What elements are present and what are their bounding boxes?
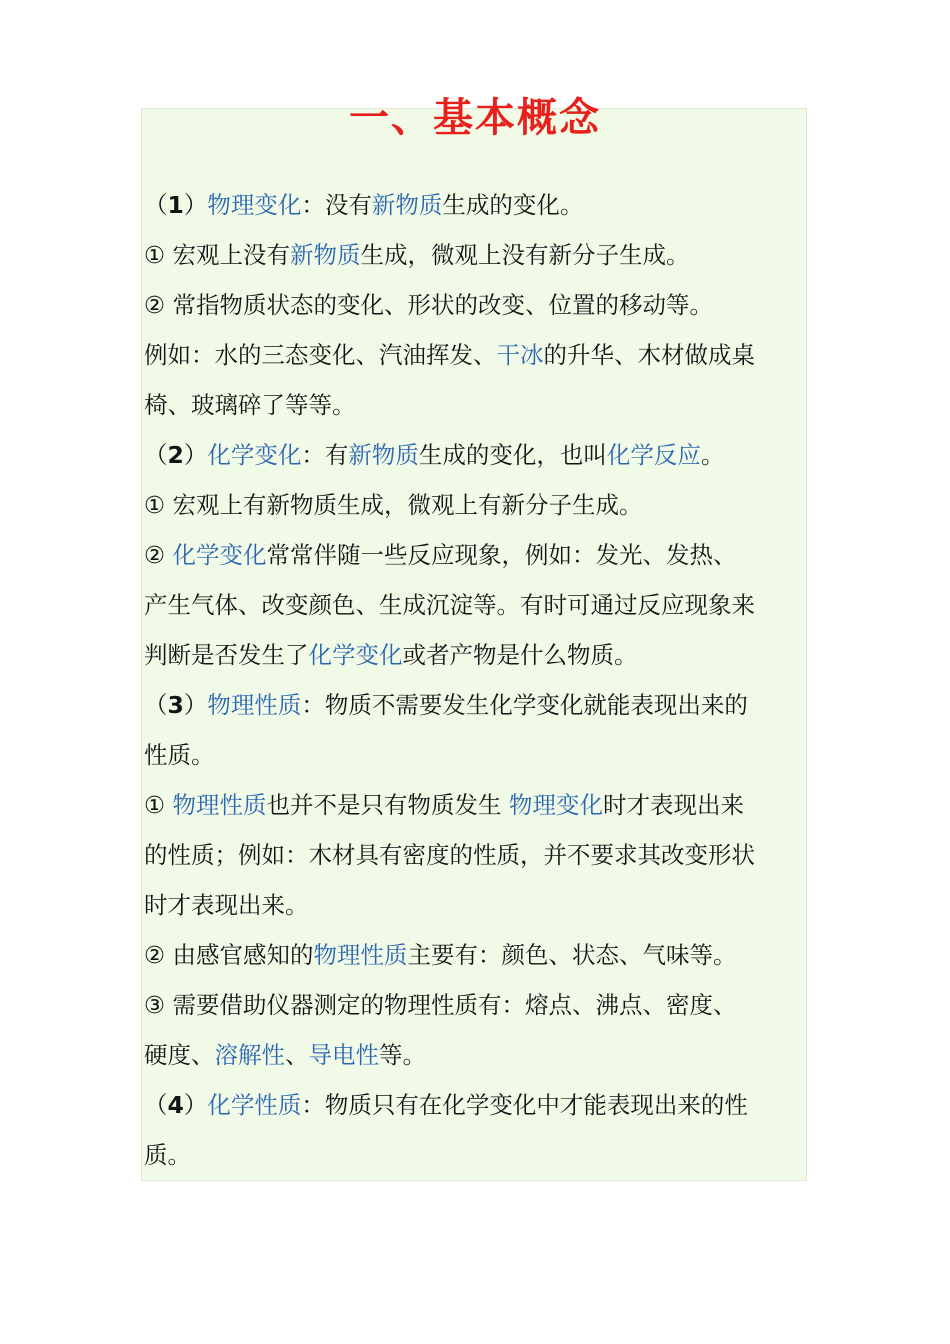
text-segment: ② — [144, 541, 173, 569]
text-segment: 主要有：颜色、状态、气味等。 — [407, 941, 737, 969]
text-segment: ） — [183, 441, 208, 469]
text-segment: （ — [144, 691, 168, 719]
text-segment: 例如：水的三态变化、汽油挥发、 — [144, 341, 497, 369]
text-segment: 椅、玻璃碎了等等。 — [144, 391, 356, 419]
text-segment: ） — [183, 191, 208, 219]
text-line — [144, 1030, 808, 1080]
text-segment: ① — [144, 791, 173, 819]
text-line — [144, 280, 808, 330]
text-segment: 时才表现出来 — [603, 791, 745, 819]
text-segment: 的性质；例如：木材具有密度的性质，并不要求其改变形状 — [144, 841, 755, 869]
text-segment: ） — [183, 691, 208, 719]
text-segment: 性质。 — [144, 741, 215, 769]
highlighted-term: 物理性质 — [207, 691, 302, 719]
text-line — [144, 230, 808, 280]
highlighted-term: 化学变化 — [172, 541, 267, 569]
text-segment: ：物质不需要发生化学变化就能表现出来的 — [301, 691, 748, 719]
text-line — [144, 630, 808, 680]
text-segment: ② 由感官感知的 — [144, 941, 314, 969]
text-segment: 生成的变化，也叫 — [418, 441, 607, 469]
highlighted-term: 化学变化 — [308, 641, 403, 669]
text-segment: 等。 — [379, 1041, 426, 1069]
text-line — [144, 180, 808, 230]
highlighted-term: 物理变化 — [207, 191, 302, 219]
text-segment: 判断是否发生了 — [144, 641, 309, 669]
text-segment: 的升华、木材做成桌 — [543, 341, 755, 369]
text-segment: 或者产物是什么物质。 — [402, 641, 638, 669]
text-line — [144, 430, 808, 480]
text-line — [144, 880, 808, 930]
section-number: 4 — [167, 1091, 184, 1119]
text-segment: 、 — [285, 1041, 309, 1069]
highlighted-term: 化学反应 — [606, 441, 701, 469]
text-segment: ③ 需要借助仪器测定的物理性质有：熔点、沸点、密度、 — [144, 991, 737, 1019]
highlighted-term: 化学性质 — [207, 1091, 302, 1119]
highlighted-term: 导电性 — [308, 1041, 379, 1069]
text-line — [144, 380, 808, 430]
text-line — [144, 1080, 808, 1130]
text-line — [144, 930, 808, 980]
highlighted-term: 新物质 — [290, 241, 361, 269]
text-line — [144, 730, 808, 780]
text-segment: ① 宏观上有新物质生成，微观上有新分子生成。 — [144, 491, 643, 519]
highlighted-term: 新物质 — [371, 191, 443, 219]
text-segment: （ — [144, 441, 168, 469]
highlighted-term: 干冰 — [496, 341, 544, 369]
text-segment: 硬度、 — [144, 1041, 215, 1069]
text-line — [144, 680, 808, 730]
text-line — [144, 1130, 808, 1180]
highlighted-term: 物理变化 — [509, 791, 604, 819]
text-segment: 常常伴随一些反应现象，例如：发光、发热、 — [266, 541, 737, 569]
text-segment: ：没有 — [301, 191, 372, 219]
page-title: 一、基本概念 — [349, 95, 601, 141]
section-number: 3 — [167, 691, 184, 719]
text-segment: 生成，微观上没有新分子生成。 — [360, 241, 690, 269]
section-number: 1 — [167, 191, 184, 219]
highlighted-term: 物理性质 — [172, 791, 267, 819]
text-segment: （ — [144, 191, 168, 219]
text-segment: 也并不是只有物质发生 — [266, 791, 510, 819]
text-line — [144, 330, 808, 380]
highlighted-term: 新物质 — [348, 441, 419, 469]
text-line — [144, 980, 808, 1030]
text-segment: 。 — [700, 441, 725, 469]
text-segment: ① 宏观上没有 — [144, 241, 291, 269]
text-segment: 质。 — [144, 1141, 191, 1169]
section-number: 2 — [167, 441, 184, 469]
text-line — [144, 480, 808, 530]
text-line — [144, 830, 808, 880]
text-line — [144, 580, 808, 630]
text-segment: ：物质只有在化学变化中才能表现出来的性 — [301, 1091, 748, 1119]
highlighted-term: 物理性质 — [313, 941, 408, 969]
text-line — [144, 780, 808, 830]
text-segment: ） — [183, 1091, 208, 1119]
highlighted-term: 溶解性 — [214, 1041, 285, 1069]
highlighted-term: 化学变化 — [207, 441, 302, 469]
text-segment: ：有 — [301, 441, 349, 469]
text-segment: 产生气体、改变颜色、生成沉淀等。有时可通过反应现象来 — [144, 591, 755, 619]
document-body — [144, 180, 808, 1180]
text-segment: 生成的变化。 — [442, 191, 584, 219]
text-segment: （ — [144, 1091, 168, 1119]
text-line — [144, 530, 808, 580]
text-segment: ② 常指物质状态的变化、形状的改变、位置的移动等。 — [144, 291, 714, 319]
text-segment: 时才表现出来。 — [144, 891, 309, 919]
